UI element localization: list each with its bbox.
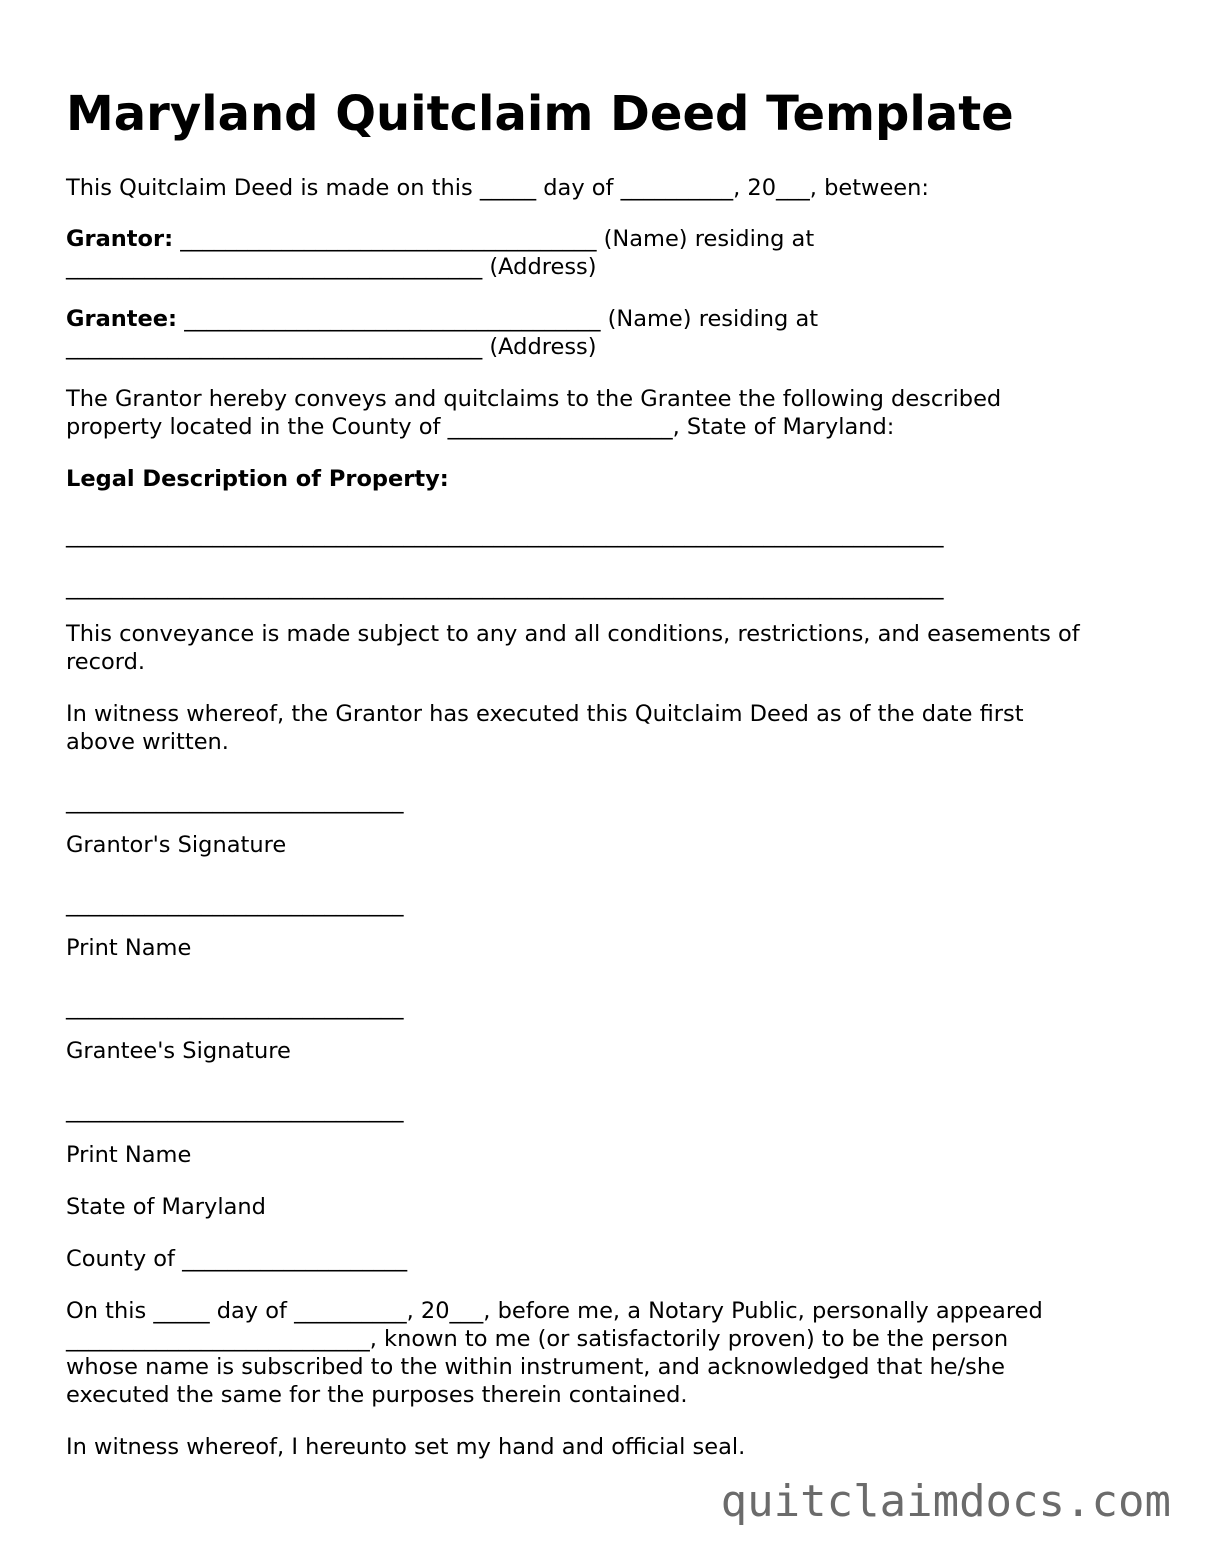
legal-description-heading: Legal Description of Property:	[66, 466, 449, 492]
subject-text-2: record.	[66, 649, 146, 675]
subject-text-1: This conveyance is made subject to any and all conditions, restrictions, and easements of	[66, 621, 1080, 647]
notary-county: County of ____________________	[66, 1246, 408, 1272]
grantee-label: Grantee:	[66, 306, 178, 332]
notary-text-3: whose name is subscribed to the within instrument, and acknowledged that he/she	[66, 1354, 1005, 1380]
grantee-print-name-label: Print Name	[66, 1142, 192, 1168]
grantee-line-1	[66, 305, 818, 333]
legal-description-blank-1: ______________________________________________________________________________	[66, 522, 944, 548]
legal-description-blank-2: ______________________________________________________________________________	[66, 574, 944, 600]
grantor-print-name-label: Print Name	[66, 935, 192, 961]
page-title: Maryland Quitclaim Deed Template	[66, 86, 1014, 142]
intro-text: This Quitclaim Deed is made on this _____ day of __________, 20___, between:	[66, 175, 929, 201]
grantee-name-blank: _____________________________________ (Name) residing at	[184, 306, 819, 332]
grantor-signature-blank: ______________________________	[66, 788, 404, 814]
grantee-signature-label: Grantee's Signature	[66, 1038, 291, 1064]
notary-text-2: ___________________________, known to me (or satisfactorily proven) to be the person	[66, 1326, 1009, 1352]
notary-seal-text: In witness whereof, I hereunto set my hand and official seal.	[66, 1434, 746, 1460]
grantor-signature-label: Grantor's Signature	[66, 832, 287, 858]
grantor-line-1	[66, 225, 814, 253]
witness-text-1: In witness whereof, the Grantor has executed this Quitclaim Deed as of the date first	[66, 701, 1024, 727]
notary-text-1: On this _____ day of __________, 20___, before me, a Notary Public, personally appeared	[66, 1298, 1043, 1324]
grantee-address-blank: _____________________________________ (Address)	[66, 334, 597, 360]
grantor-address-blank: _____________________________________ (Address)	[66, 254, 597, 280]
watermark: quitclaimdocs.com	[720, 1476, 1171, 1527]
grantor-name-blank: _____________________________________ (Name) residing at	[180, 226, 815, 252]
notary-text-4: executed the same for the purposes therein contained.	[66, 1382, 688, 1408]
conveyance-text-2: property located in the County of ____________________, State of Maryland:	[66, 414, 895, 440]
grantor-print-name-blank: ______________________________	[66, 891, 404, 917]
grantee-print-name-blank: ______________________________	[66, 1097, 404, 1123]
conveyance-text-1: The Grantor hereby conveys and quitclaims to the Grantee the following described	[66, 386, 1002, 412]
witness-text-2: above written.	[66, 729, 229, 755]
grantee-signature-blank: ______________________________	[66, 994, 404, 1020]
notary-state: State of Maryland	[66, 1194, 266, 1220]
grantor-label: Grantor:	[66, 226, 174, 252]
